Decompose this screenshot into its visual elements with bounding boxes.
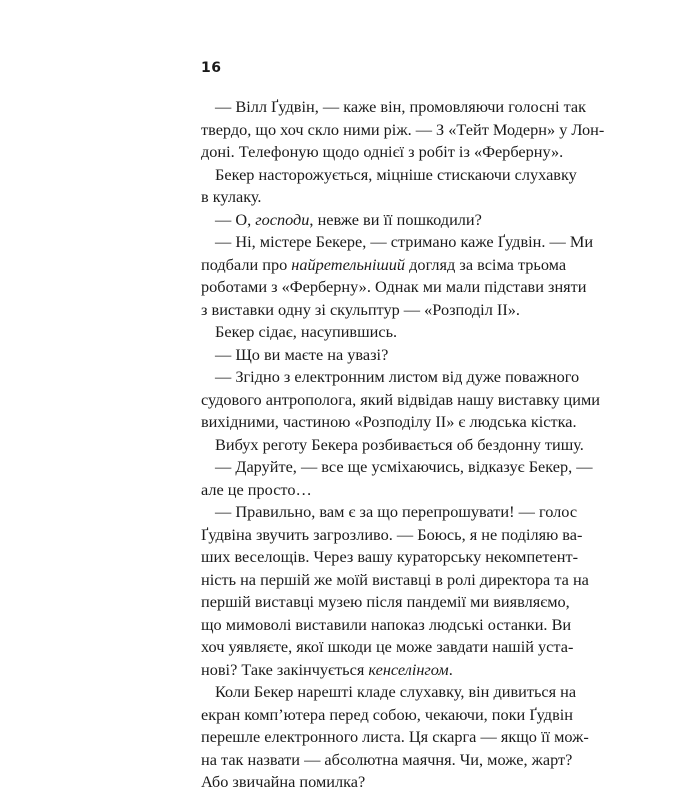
text-line: — Правильно, вам є за що перепрошувати! — голос: [215, 502, 578, 521]
text-line: Вибух реготу Бекера розбивається об бездонну тишу.: [215, 434, 584, 454]
text-line: в кулаку.: [201, 187, 262, 206]
text-line: перешле електронного листа. Ця скарга — якщо її мож-: [201, 727, 589, 746]
page-number: 16: [201, 60, 222, 76]
text-line: — Ні, містере Бекере, — стримано каже Ґудвін. — Ми: [215, 232, 594, 251]
text-line: але це просто…: [201, 479, 312, 499]
text-line: судового антрополога, який відвідав нашу виставку цими: [201, 389, 600, 409]
text-line: — Що ви маєте на увазі?: [215, 344, 389, 364]
text-line: першій виставці музею після пандемії ми виявляємо,: [201, 592, 570, 611]
text-line: нові? Таке закінчується кенселінгом.: [201, 659, 453, 679]
text-line: що мимоволі виставили напоказ людські останки. Ви: [201, 614, 572, 634]
text-line: хоч уявляєте, якої шкоди це може завдати нашій уста-: [201, 637, 574, 656]
text-line: з виставки одну зі скульптур — «Розподіл II».: [201, 299, 520, 319]
italic-text: найретельніший: [291, 254, 406, 274]
text-line: екран комп’ютера перед собою, чекаючи, поки Ґудвін: [201, 704, 573, 724]
text-line: — Згідно з електронним листом від дуже поважного: [215, 367, 580, 386]
text-line: ших веселощів. Через вашу кураторську некомпетент-: [201, 547, 578, 566]
text-line: — О, господи, невже ви її пошкодили?: [215, 209, 482, 229]
text-line: доні. Телефоную щодо однієї з робіт із «Ферберну».: [201, 142, 564, 161]
text-line: Бекер насторожується, міцніше стискаючи слухавку: [215, 164, 577, 184]
text-line: твердо, що хоч скло ними ріж. — З «Тейт Модерн» у Лон-: [201, 119, 605, 139]
text-line: ність на першій же моїй виставці в ролі директора та на: [201, 569, 589, 589]
text-line: подбали про найретельніший догляд за всіма трьома: [201, 254, 567, 274]
text-line: Або звичайна помилка?: [201, 772, 366, 791]
text-line: роботами з «Ферберну». Однак ми мали підстави зняти: [201, 277, 587, 296]
body-text: [201, 96, 605, 794]
text-line: — Вілл Ґудвін, — каже він, промовляючи голосні так: [215, 97, 587, 116]
text-line: — Даруйте, — все ще усміхаючись, відказує Бекер, —: [215, 457, 593, 476]
text-line: Ґудвіна звучить загрозливо. — Боюсь, я не поділяю ва-: [201, 524, 583, 544]
italic-text: господи: [255, 209, 310, 229]
text-line: вихідними, частиною «Розподілу II» є людська кістка.: [201, 412, 577, 431]
text-line: Бекер сідає, насупившись.: [215, 322, 398, 341]
text-line: Коли Бекер нарешті кладе слухавку, він дивиться на: [215, 682, 577, 701]
italic-text: кенселінгом: [368, 659, 449, 679]
text-line: на так назвати — абсолютна маячня. Чи, може, жарт?: [201, 749, 573, 769]
